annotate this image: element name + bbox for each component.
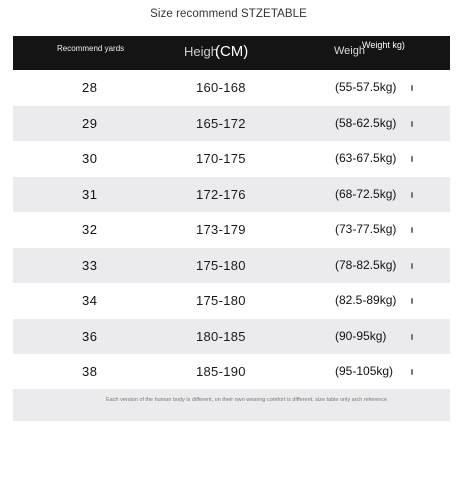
table-row (13, 212, 450, 248)
cell-yard: 29 (82, 115, 98, 131)
cell-height: 160-168 (196, 80, 246, 95)
cell-height: 175-180 (196, 293, 246, 308)
table-row (13, 70, 450, 106)
cell-yard: 36 (82, 328, 98, 344)
cell-weight: (68-72.5kg) (335, 186, 397, 201)
row-edge-mark (411, 156, 413, 162)
row-edge-mark (411, 334, 413, 340)
table-body (13, 70, 450, 390)
header-height (184, 43, 251, 60)
row-edge-mark (411, 121, 413, 127)
header-weight-overlay: Weight kg) (362, 40, 405, 50)
cell-height: 175-180 (196, 257, 246, 273)
cell-height: 172-176 (196, 186, 246, 202)
table-row (13, 248, 450, 284)
row-edge-mark (411, 227, 413, 233)
header-weight-label: Weigh (334, 45, 365, 57)
cell-height: 180-185 (196, 328, 246, 344)
cell-height: 170-175 (196, 151, 246, 166)
table-row (13, 106, 450, 142)
cell-height: 173-179 (196, 222, 246, 237)
footer-note (13, 389, 450, 421)
table-row (13, 177, 450, 213)
row-edge-mark (411, 263, 413, 269)
cell-weight: (55-57.5kg) (335, 80, 397, 94)
cell-yard: 28 (82, 80, 98, 95)
row-edge-mark (411, 369, 413, 375)
cell-height: 165-172 (196, 115, 246, 131)
table-header (13, 36, 450, 70)
table-row (13, 141, 450, 177)
header-height-unit: (CM) (214, 43, 249, 60)
row-edge-mark (411, 298, 413, 304)
cell-yard: 30 (82, 151, 98, 166)
cell-yard: 34 (82, 293, 98, 308)
row-edge-mark (411, 192, 413, 198)
cell-weight: (58-62.5kg) (335, 115, 397, 130)
header-height-label: Heigh (184, 44, 218, 59)
table-row (13, 319, 450, 355)
table-row (13, 354, 450, 390)
cell-weight: (78-82.5kg) (335, 257, 397, 272)
cell-height: 185-190 (196, 364, 246, 379)
row-edge-mark (411, 85, 413, 91)
cell-weight: (63-67.5kg) (335, 151, 397, 165)
header-recommend-yards: Recommend yards (57, 44, 125, 53)
header-weight (334, 40, 405, 57)
cell-weight: (73-77.5kg) (335, 222, 397, 236)
cell-weight: (82.5-89kg) (335, 293, 397, 307)
footer-note-text: Each version of the human body is different, on their own wearing comfort is different, size table only arch reference (106, 397, 388, 403)
cell-weight: (90-95kg) (335, 328, 387, 343)
cell-yard: 32 (82, 222, 98, 237)
table-row (13, 283, 450, 319)
page-title: Size recommend STZETABLE (150, 8, 307, 20)
cell-yard: 38 (82, 364, 98, 379)
cell-yard: 33 (82, 257, 98, 273)
cell-weight: (95-105kg) (335, 364, 394, 378)
cell-yard: 31 (82, 186, 98, 202)
size-table (13, 36, 450, 390)
